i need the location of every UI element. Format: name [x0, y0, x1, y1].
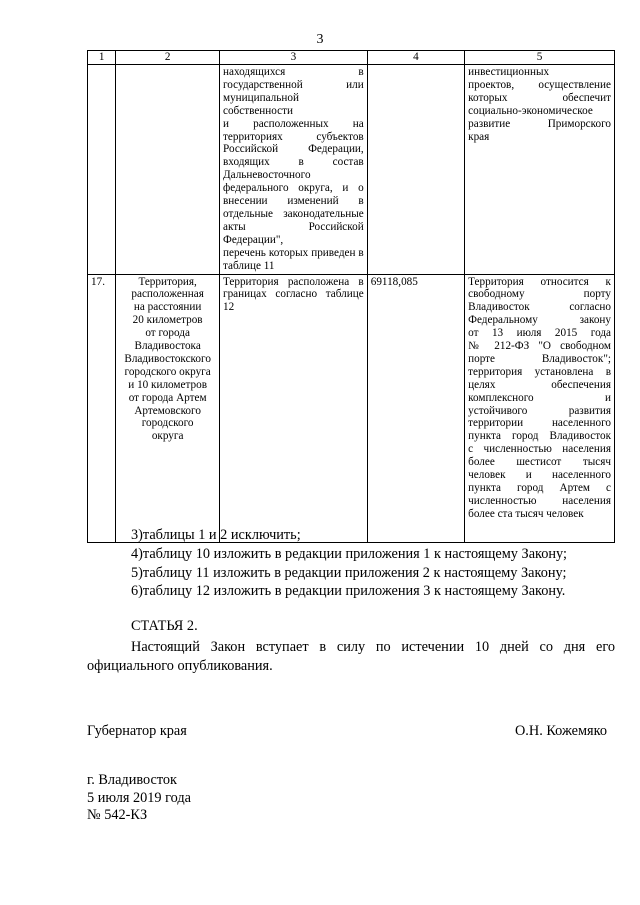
cell-continued-description: [220, 65, 368, 275]
cell-empty: [88, 65, 116, 275]
amendments-list: [87, 526, 615, 601]
article-title: СТАТЬЯ 2.: [131, 618, 198, 634]
cell-text-line: развитие Приморского: [468, 117, 611, 130]
cell-text-line: устойчивого развития: [468, 404, 611, 417]
cell-text-line: с численностью населения: [468, 443, 611, 456]
amendment-item: 6)таблицу 12 изложить в редакции приложения 3 к настоящему Закону.: [131, 583, 566, 600]
cell-text-line: Владивосток согласно: [468, 301, 611, 314]
cell-text-line: численностью населения: [468, 494, 611, 507]
territory-table: [87, 50, 615, 543]
cell-text-line: государственной или: [223, 78, 364, 91]
header-col-5: 5: [465, 51, 615, 65]
cell-territory-purpose: [465, 274, 615, 542]
cell-text-line: целях обеспечения: [468, 378, 611, 391]
cell-text-line: комплексного и: [468, 391, 611, 404]
cell-text-line: перечень которых приведен в: [223, 246, 364, 259]
cell-text-line: Дальневосточного: [223, 169, 311, 182]
cell-text-line: социально-экономическое: [468, 104, 593, 117]
cell-text-line: от города: [145, 327, 190, 340]
header-col-3: 3: [220, 51, 368, 65]
cell-area: 69118,085: [367, 274, 464, 542]
cell-text-line: человек и населенного: [468, 469, 611, 482]
cell-text-line: от города Артем: [128, 391, 207, 404]
cell-text-line: проектов, осуществление: [468, 78, 611, 91]
cell-text-line: края: [468, 130, 490, 143]
header-col-2: 2: [116, 51, 220, 65]
date: 5 июля 2019 года: [87, 789, 192, 806]
cell-text-line: Территория расположена в: [223, 275, 364, 288]
cell-text-line: Владивостокского: [124, 352, 211, 365]
cell-text-line: территории населенного: [468, 417, 611, 430]
cell-text-line: городского: [141, 417, 194, 430]
cell-text-line: Федеральному закону: [468, 314, 611, 327]
cell-text-line: границах согласно таблице 12: [223, 288, 364, 314]
cell-text-line: Артемовского: [134, 404, 201, 417]
cell-territory-boundaries: [220, 274, 368, 542]
cell-text-line: Владивостока: [134, 340, 201, 353]
cell-text-line: территориях субъектов: [223, 130, 364, 143]
cell-text-line: отдельные законодательные: [223, 207, 364, 220]
amendment-item: 3)таблицы 1 и 2 исключить;: [131, 527, 301, 543]
table-row: [88, 274, 615, 542]
page-number: 3: [316, 32, 324, 47]
header-col-4: 4: [367, 51, 464, 65]
cell-text-line: которых обеспечит: [468, 91, 611, 104]
signatory-name: О.Н. Кожемяко: [514, 723, 607, 739]
cell-text-line: пункта город Артем с: [468, 482, 611, 494]
cell-text-line: федерального округа, и о: [223, 182, 364, 195]
cell-text-line: на расстоянии: [133, 301, 202, 314]
article-text-line: официального опубликования.: [87, 657, 273, 674]
cell-text-line: № 212-ФЗ "О свободном: [468, 340, 611, 353]
cell-text-line: Территория,: [138, 275, 197, 288]
cell-text-line: инвестиционных: [468, 66, 550, 78]
signatory-position: Губернатор края: [87, 723, 187, 739]
cell-text-line: входящих в состав: [223, 156, 364, 169]
cell-text-line: таблице 11: [223, 259, 275, 272]
cell-text-line: от 13 июля 2015 года: [468, 327, 611, 340]
cell-text-line: внесении изменений в: [223, 195, 364, 208]
cell-text-line: более шестисот тысяч: [468, 456, 611, 469]
cell-continued-purpose: [465, 65, 615, 275]
cell-text-line: расположенная: [131, 288, 204, 301]
cell-text-line: 20 километров: [132, 314, 203, 327]
article-block: [87, 617, 615, 675]
city: г. Владивосток: [87, 772, 177, 788]
cell-empty: [116, 65, 220, 275]
cell-text-line: округа: [151, 430, 184, 443]
cell-text-line: находящихся в: [223, 66, 364, 78]
cell-empty: [367, 65, 464, 275]
cell-territory-name: [116, 274, 220, 542]
law-number: № 542-КЗ: [87, 807, 148, 824]
table-row: [88, 65, 615, 275]
cell-text-line: Российской Федерации,: [223, 143, 364, 156]
amendment-item: 4)таблицу 10 изложить в редакции приложения 1 к настоящему Закону;: [131, 545, 567, 562]
amendment-item: 5)таблицу 11 изложить в редакции приложения 2 к настоящему Закону;: [131, 564, 567, 581]
place-date-block: [87, 772, 191, 825]
cell-text-line: и расположенных на: [223, 117, 364, 130]
cell-text-line: свободному порту: [468, 288, 611, 301]
table-header-row: [88, 51, 615, 65]
cell-text-line: порте Владивосток";: [468, 352, 611, 365]
header-col-1: 1: [88, 51, 116, 65]
cell-row-number: 17.: [88, 274, 116, 542]
cell-text-line: более ста тысяч человек: [468, 507, 584, 520]
cell-text-line: городского округа: [124, 365, 211, 378]
cell-text-line: и 10 километров: [128, 378, 207, 391]
cell-text-line: акты Российской Федерации",: [223, 220, 364, 246]
cell-text-line: Территория относится к: [468, 275, 611, 288]
cell-text-line: пункта город Владивосток: [468, 430, 611, 443]
cell-text-line: муниципальной собственности: [223, 91, 299, 117]
article-text-line: Настоящий Закон вступает в силу по истечении 10 дней со дня его: [131, 638, 615, 655]
cell-text-line: территория установлена в: [468, 365, 611, 378]
